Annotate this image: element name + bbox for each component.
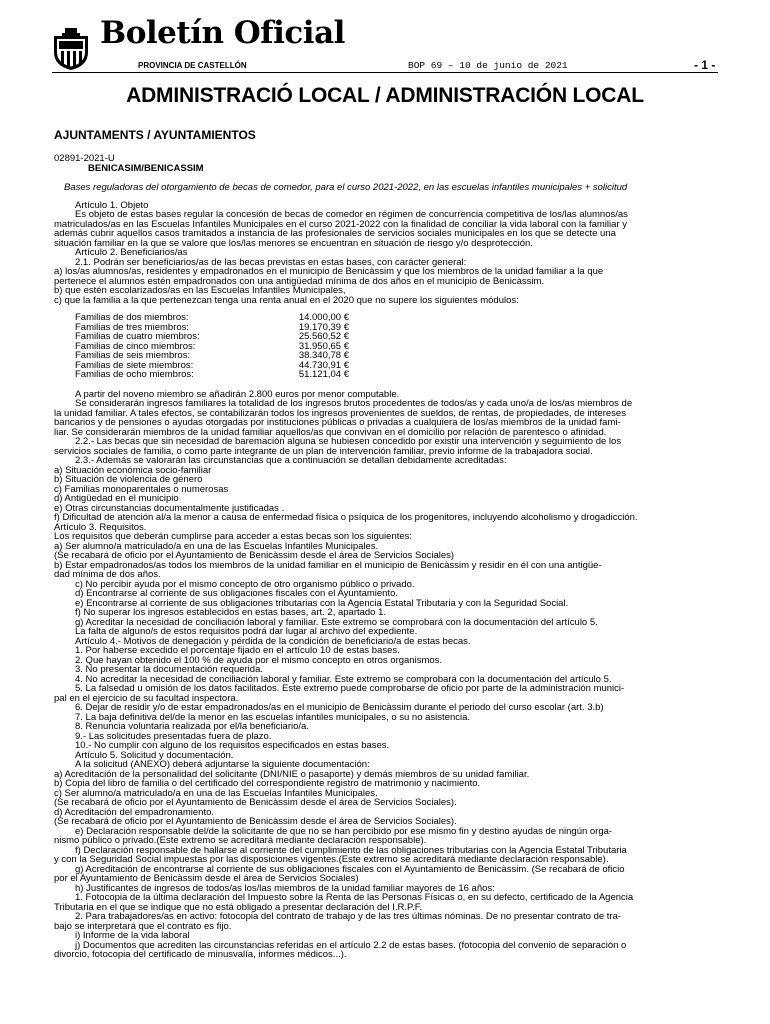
paragraph-line: Artículo 2. Beneficiarios/as bbox=[75, 247, 188, 258]
family-size-label: Familias de cuatro miembros: bbox=[75, 331, 200, 342]
bulletin-brand-title: Boletín Oficial bbox=[100, 15, 345, 51]
family-size-label: Familias de ocho miembros: bbox=[75, 369, 194, 380]
notice-body bbox=[54, 154, 716, 960]
income-limit-amount: 31.950,65 € bbox=[298, 340, 349, 352]
income-limit-amount: 19.170,39 € bbox=[298, 321, 349, 333]
notice-title: Bases reguladoras del otorgamiento de becas de comedor, para el curso 2021-2022, en las escuelas infantiles municipales + solicitud bbox=[64, 183, 628, 193]
family-size-label: Familias de tres miembros: bbox=[75, 321, 190, 333]
paragraph-line: (Se recabará de oficio por el Ayuntamiento de Benicàssim desde el área de Servicios Sociales). bbox=[54, 797, 457, 808]
paragraph-line: e) Otras circunstancias documentalmente justificadas . bbox=[54, 502, 285, 514]
paragraph-line: situación familiar en la que se valore que los/las menores se encuentran en situación de riesgo y/o desprotección. bbox=[54, 237, 533, 249]
paragraph-line: c) que la familia a la que pertenezcan tenga una renta anual en el 2020 que no supere los siguientes módulos: bbox=[54, 294, 519, 305]
paragraph-line: Artículo 4.- Motivos de denegación y pérdida de la condición de beneficiario/a de estas becas. bbox=[75, 635, 471, 647]
paragraph-line: bancarios y de pensiones o ayudas otorgadas por instituciones públicas o privadas a cualquiera de los/as miembros de la unidad fami- bbox=[54, 417, 621, 428]
page-number: - 1 - bbox=[694, 58, 716, 72]
income-limit-amount: 51.121,04 € bbox=[298, 369, 349, 380]
paragraph-line: b) Estar empadronados/as todos los miembros de la unidad familiar en el municipio de Benicàssim y residir en él con una antigüe- bbox=[54, 559, 602, 571]
paragraph-line: nismo público o privado.(Este extremo se acreditará mediante declaración responsable). bbox=[54, 835, 427, 846]
paragraph-line: por el Ayuntamiento de Benicàssim desde el área de Servicios Sociales) bbox=[54, 873, 359, 884]
paragraph-line: 6. Dejar de residir y/o de estar empadronados/as en el municipio de Benicàssim durante el periodo del curso escolar (art. 3.b) bbox=[75, 702, 604, 713]
paragraph-line: servicios sociales de familia, o como parte integrante de un plan de intervención familiar, previo informe de la trabajadora social. bbox=[54, 445, 593, 457]
income-threshold-table bbox=[54, 313, 716, 380]
paragraph-line: pertenece el alumnos estén empadronados con una antigüedad mínima de dos años en el municipio de Benicàssim. bbox=[54, 275, 545, 287]
paragraph-line: Los requisitos que deberán cumplirse para acceder a estas becas son los siguientes: bbox=[54, 531, 413, 542]
paragraph-line: e) Declaración responsable del/de la solicitante de que no se han percibido por ese mismo fin y destino ayudas de ningún orga- bbox=[75, 825, 613, 837]
paragraph-line: 2.1. Podrán ser beneficiarios/as de las becas previstas en estas bases, con carácter general: bbox=[75, 256, 467, 268]
paragraph-line: 2. Para trabajadores/as en activo: fotocopia del contrato de trabajo y de las tres últimas nóminas. De no presentar contrato de tra- bbox=[75, 911, 622, 922]
income-table-row bbox=[54, 370, 716, 380]
paragraph-line: Es objeto de estas bases regular la concesión de becas de comedor en régimen de concurrencia competitiva de los/las alumnos/as bbox=[75, 209, 628, 220]
notice-municipality: BENICASIM/BENICÀSSIM bbox=[88, 163, 204, 173]
paragraph-line: (Se recabará de oficio por el Ayuntamiento de Benicàssim desde el área de Servicios Sociales). bbox=[54, 816, 457, 827]
paragraph-line: dad mínima de dos años. bbox=[54, 569, 161, 580]
paragraph-line: Se considerarán ingresos familiares la totalidad de los ingresos brutos procedentes de todos/as y cada uno/a de los/as miembros de bbox=[75, 398, 633, 409]
paragraph-line: b) Copia del libro de familia o del certificado del correspondiente registro de matrimonio y nacimiento. bbox=[54, 778, 481, 789]
paragraph-line: 7. La baja definitiva del/de la menor en las escuelas infantiles municipales, o su no asistencia. bbox=[75, 711, 471, 723]
income-limit-amount: 14.000,00 € bbox=[298, 313, 349, 323]
paragraph-line: 8. Renuncia voluntaria realizada por el/la beneficiario/a. bbox=[75, 721, 309, 732]
paragraph-line: d) Acreditación del empadronamiento. bbox=[54, 806, 215, 818]
paragraph-line: 4. No acreditar la necesidad de conciliación laboral y familiar. Este extremo se comprobará con la documentación del artículo 5. bbox=[75, 673, 612, 685]
paragraph-line: 2.3.- Además se valorarán las circunstancias que a continuación se detallan debidamente acreditadas: bbox=[75, 455, 507, 466]
section-title: ADMINISTRACIÓ LOCAL / ADMINISTRACIÓN LOCAL bbox=[126, 84, 644, 107]
paragraph-line: liar. Se considerarán miembros de la unidad familiar aquellos/as que convivan en el domicilio por relación de parentesco o afinidad. bbox=[54, 426, 607, 438]
paragraph-line: además cubrir aquellos casos tramitados a instancia de las profesionales de servicios sociales municipales en los que se detecte una bbox=[54, 228, 616, 239]
paragraph-line: A la solicitud (ANEXO) deberá adjuntarse la siguiente documentación: bbox=[75, 759, 370, 770]
articles-1-2-section bbox=[54, 201, 716, 306]
paragraph-line: i) Informe de la vida laboral bbox=[75, 930, 190, 941]
header-divider bbox=[52, 72, 718, 73]
paragraph-line: 5. La falsedad u omisión de los datos facilitados. Este extremo puede comprobarse de oficio por parte de la administración munici- bbox=[75, 683, 625, 694]
paragraph-line: bajo se interpretará que el contrato es fijo. bbox=[54, 920, 232, 932]
paragraph-line: g) Acreditación de encontrarse al corriente de sus obligaciones fiscales con el Ayuntamiento de Benicàssim. (Se recabará de oficio bbox=[75, 863, 625, 875]
paragraph-line: matriculados/as en las Escuelas Infantiles Municipales en el curso 2021-2022 con la finalidad de conciliar la vida laboral con la familiar y bbox=[54, 218, 627, 230]
paragraph-line: f) No superar los ingresos establecidos en estas bases, art. 2, apartado 1. bbox=[75, 607, 387, 618]
paragraph-line: e) Encontrarse al corriente de sus obligaciones tributarias con la Agencia Estatal Tributaria y con la Seguridad Social. bbox=[75, 597, 569, 609]
province-label: PROVINCIA DE CASTELLÓN bbox=[138, 61, 247, 70]
paragraph-line: (Se recabará de oficio por el Ayuntamiento de Benicàssim desde el área de Servicios Sociales) bbox=[54, 550, 455, 561]
paragraph-line: Artículo 5. Solicitud y documentación. bbox=[75, 749, 234, 761]
paragraph-line: f) Dificultad de atención al/a la menor a causa de enfermedad física o psíquica de los progenitores, incluyendo alcoholismo y drogadicción. bbox=[54, 512, 638, 523]
family-size-label: Familias de cinco miembros: bbox=[75, 340, 196, 352]
paragraph-line: 3. No presentar la documentación requerida. bbox=[75, 664, 264, 675]
paragraph-line: j) Documentos que acrediten las circunstancias referidas en el artículo 2.2 de estas bases. (fotocopia del convenio de separación o bbox=[75, 939, 627, 951]
paragraph-line: Tributaria en el que se indique que no está obligado a presentar declaración del I.R.P.F. bbox=[54, 901, 423, 913]
paragraph-line: c) Ser alumno/a matriculado/a en una de las Escuelas Infantiles Municipales. bbox=[54, 787, 378, 799]
paragraph-line: y con la Seguridad Social impuestas por las disposiciones vigentes.(Este extremo se acreditará mediante declaración responsable). bbox=[54, 854, 609, 865]
paragraph-line: a) Situación económica socio-familiar bbox=[54, 464, 212, 476]
paragraph-line: Artículo 3. Requisitos. bbox=[54, 521, 147, 533]
paragraph-line: A partir del noveno miembro se añadirán 2.800 euros por menor computable. bbox=[75, 389, 400, 400]
subsection-title: AJUNTAMENTS / AYUNTAMIENTOS bbox=[54, 128, 256, 142]
paragraph-line: divorcio, fotocopia del certificado de minusvalía, informes médicos...). bbox=[54, 949, 347, 960]
paragraph-line: a) Acreditación de la personalidad del solicitante (DNI/NIE o pasaporte) y demás miembros de su unidad familiar. bbox=[54, 768, 530, 780]
income-limit-amount: 25.560,52 € bbox=[298, 331, 349, 342]
issue-reference: BOP 69 – 10 de junio de 2021 bbox=[408, 60, 568, 71]
family-size-label: Familias de siete miembros: bbox=[75, 359, 194, 371]
paragraph-line: d) Antigüedad en el municipio bbox=[54, 493, 179, 504]
paragraph-line: pal en el ejercicio de su facultad inspectora. bbox=[54, 692, 239, 704]
paragraph-line: c) No percibir ayuda por el mismo concepto de otro organismo público o privado. bbox=[75, 578, 415, 590]
paragraph-line: d) Encontrarse al corriente de sus obligaciones fiscales con el Ayuntamiento. bbox=[75, 588, 399, 599]
income-limit-amount: 38.340,78 € bbox=[298, 350, 349, 361]
family-size-label: Familias de seis miembros: bbox=[75, 350, 191, 361]
paragraph-line: La falta de alguno/s de estos requisitos podrá dar lugar al archivo del expediente. bbox=[75, 626, 418, 637]
paragraph-line: 10.- No cumplir con alguno de los requisitos especificados en estas bases. bbox=[75, 740, 390, 751]
paragraph-line: c) Familias monoparentales o numerosas bbox=[54, 483, 229, 495]
paragraph-line: a) los/as alumnos/as, residentes y empadronados en el municipio de Benicàssim y que los miembros de la unidad familiar a la que bbox=[54, 266, 604, 277]
paragraph-line: b) que estén escolarizados/as en las Escuelas Infantiles Municipales, bbox=[54, 285, 346, 296]
paragraph-line: f) Declaración responsable de hallarse al corriente del cumplimiento de las obligaciones tributarias con la Agencia Estatal Tributaria bbox=[75, 844, 627, 856]
paragraph-line: 2. Que hayan obtenido el 100 % de ayuda por el mismo concepto en otros organismos. bbox=[75, 654, 443, 666]
income-limit-amount: 44.730,91 € bbox=[298, 359, 349, 371]
paragraph-line: la unidad familiar. A tales efectos, se contabilizarán todos los ingresos provenientes de sueldos, de rentas, de propiedades, de intereses bbox=[54, 407, 626, 419]
provincial-crest-logo bbox=[52, 28, 90, 70]
paragraph-line: 1. Por haberse excedido el porcentaje fijado en el artículo 10 de estas bases. bbox=[75, 645, 400, 656]
paragraph-line: 2.2.- Las becas que sin necesidad de baremación alguna se hubiesen concedido por existir una intervención y seguimiento de los bbox=[75, 436, 622, 447]
paragraph-line: a) Ser alumno/a matriculado/a en una de las Escuelas Infantiles Municipales. bbox=[54, 540, 379, 552]
paragraph-line: 1. Fotocopia de la última declaración del Impuesto sobre la Renta de las Personas Físicas o, en su defecto, certificado de la Agencia bbox=[75, 892, 634, 903]
paragraph-line: g) Acreditar la necesidad de conciliación laboral y familiar. Este extremo se comprobará con la documentación del artículo 5. bbox=[75, 616, 598, 628]
family-size-label: Familias de dos miembros: bbox=[75, 313, 189, 323]
notice-reference: 02891-2021-U bbox=[54, 154, 115, 164]
paragraph-line: Artículo 1. Objeto bbox=[75, 200, 149, 211]
paragraph-line: h) Justificantes de ingresos de todos/as los/las miembros de la unidad familiar mayores de 16 años: bbox=[75, 882, 495, 894]
paragraph-line: b) Situación de violencia de género bbox=[54, 474, 203, 485]
articles-2-5-section bbox=[54, 390, 716, 960]
paragraph-line: 9.- Las solicitudes presentadas fuera de plazo. bbox=[75, 730, 272, 742]
